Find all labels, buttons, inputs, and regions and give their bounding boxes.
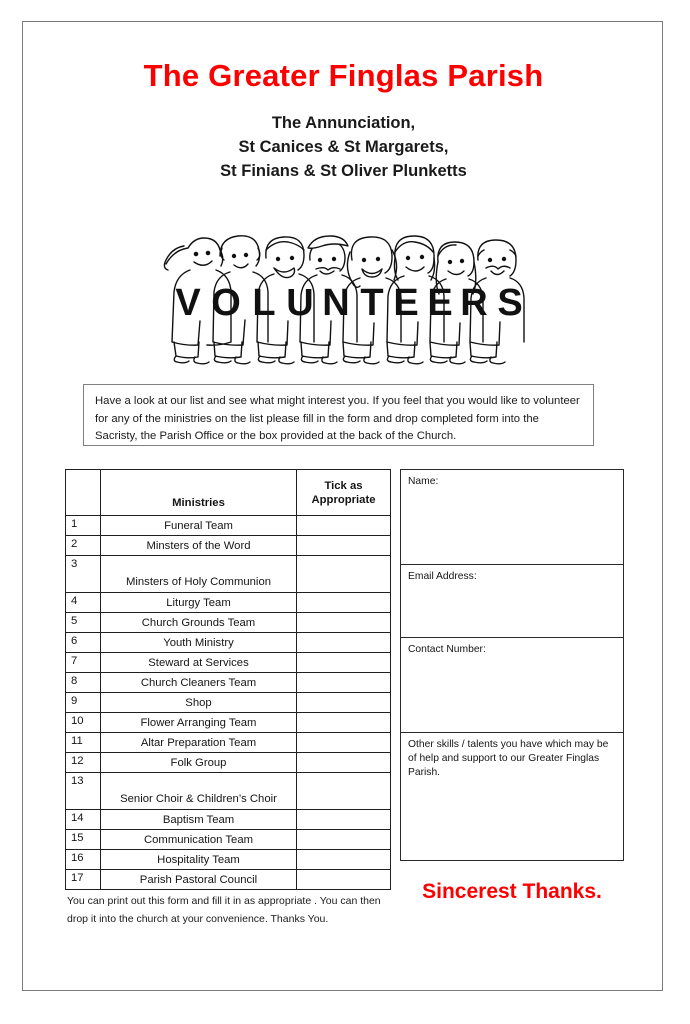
ministry-name: Minsters of Holy Communion (101, 556, 297, 593)
instructions-box: Have a look at our list and see what might interest you. If you feel that you would like to volunteer for any of the ministries on the list please fill in the form and drop completed form into the Sacristy, the Parish Office or the box provided at the back of the Church. (83, 384, 594, 446)
parish-line-3: St Finians & St Oliver Plunketts (220, 162, 467, 180)
page-title: The Greater Finglas Parish (143, 58, 544, 93)
header-number (66, 470, 101, 516)
volunteer-details-form (400, 469, 624, 861)
footer-note: You can print out this form and fill it in as appropriate . You can then drop it into the church at your convenience. Thanks You. (67, 895, 381, 925)
table-row (66, 870, 391, 890)
row-number: 2 (66, 536, 101, 556)
row-number: 10 (66, 713, 101, 733)
svg-text:U: U (286, 282, 314, 324)
row-number: 3 (66, 556, 101, 593)
row-number: 16 (66, 850, 101, 870)
volunteers-cartoon-image (154, 212, 539, 370)
tick-checkbox-cell[interactable] (297, 850, 391, 870)
row-number: 5 (66, 613, 101, 633)
ministry-name: Altar Preparation Team (101, 733, 297, 753)
table-row (66, 613, 391, 633)
header-ministries: Ministries (101, 470, 297, 516)
table-row (66, 593, 391, 613)
row-number: 12 (66, 753, 101, 773)
table-header-row (66, 470, 391, 516)
parish-subtitle-list (23, 111, 664, 183)
svg-text:R: R (460, 282, 488, 324)
tick-checkbox-cell[interactable] (297, 773, 391, 810)
other-skills-field[interactable] (401, 733, 623, 859)
ministry-name: Senior Choir & Children’s Choir (101, 773, 297, 810)
tick-checkbox-cell[interactable] (297, 653, 391, 673)
tick-checkbox-cell[interactable] (297, 810, 391, 830)
table-row (66, 556, 391, 593)
tick-checkbox-cell[interactable] (297, 870, 391, 890)
svg-text:E: E (427, 282, 453, 324)
ministry-name: Hospitality Team (101, 850, 297, 870)
ministry-name: Funeral Team (101, 516, 297, 536)
contact-number-label: Contact Number: (408, 644, 486, 655)
other-skills-label: Other skills / talents you have which may be of help and support to our Greater Finglas Parish. (408, 739, 609, 778)
svg-text:T: T (360, 282, 384, 324)
email-label: Email Address: (408, 571, 477, 582)
row-number: 13 (66, 773, 101, 810)
table-row (66, 536, 391, 556)
ministry-name: Shop (101, 693, 297, 713)
ministry-name: Communication Team (101, 830, 297, 850)
ministry-name: Church Cleaners Team (101, 673, 297, 693)
tick-checkbox-cell[interactable] (297, 830, 391, 850)
ministry-name: Minsters of the Word (101, 536, 297, 556)
table-row (66, 753, 391, 773)
table-row (66, 773, 391, 810)
name-field[interactable] (401, 470, 623, 565)
svg-text:V: V (175, 282, 201, 324)
closing-thanks: Sincerest Thanks. (422, 880, 602, 903)
svg-text:N: N (322, 282, 350, 324)
tick-checkbox-cell[interactable] (297, 516, 391, 536)
header-tick-line-2: Appropriate (311, 493, 376, 506)
header-tick-as-appropriate (297, 470, 391, 516)
parish-line-1: The Annunciation, (271, 114, 416, 132)
svg-text:E: E (393, 282, 419, 324)
svg-text:O: O (211, 282, 241, 324)
tick-checkbox-cell[interactable] (297, 693, 391, 713)
header-tick-line-1: Tick as (324, 479, 363, 492)
tick-checkbox-cell[interactable] (297, 536, 391, 556)
tick-checkbox-cell[interactable] (297, 593, 391, 613)
svg-text:L: L (252, 282, 276, 324)
ministry-name: Liturgy Team (101, 593, 297, 613)
table-row (66, 713, 391, 733)
table-body (66, 516, 391, 890)
table-row (66, 653, 391, 673)
table-row (66, 830, 391, 850)
row-number: 11 (66, 733, 101, 753)
ministry-name: Baptism Team (101, 810, 297, 830)
table-header (66, 470, 391, 516)
row-number: 17 (66, 870, 101, 890)
ministry-name: Flower Arranging Team (101, 713, 297, 733)
tick-checkbox-cell[interactable] (297, 633, 391, 653)
name-label: Name: (408, 476, 439, 487)
row-number: 9 (66, 693, 101, 713)
email-field[interactable] (401, 565, 623, 638)
tick-checkbox-cell[interactable] (297, 713, 391, 733)
ministry-name: Youth Ministry (101, 633, 297, 653)
parish-line-2: St Canices & St Margarets, (238, 138, 449, 156)
tick-checkbox-cell[interactable] (297, 613, 391, 633)
table-row (66, 733, 391, 753)
row-number: 4 (66, 593, 101, 613)
ministries-table (65, 469, 391, 890)
tick-checkbox-cell[interactable] (297, 753, 391, 773)
table-row (66, 516, 391, 536)
contact-number-field[interactable] (401, 638, 623, 733)
tick-checkbox-cell[interactable] (297, 733, 391, 753)
svg-text:S: S (497, 282, 523, 324)
page-frame (22, 21, 663, 991)
row-number: 7 (66, 653, 101, 673)
row-number: 1 (66, 516, 101, 536)
ministry-name: Folk Group (101, 753, 297, 773)
ministry-name: Church Grounds Team (101, 613, 297, 633)
ministry-name: Parish Pastoral Council (101, 870, 297, 890)
table-row (66, 633, 391, 653)
table-row (66, 850, 391, 870)
table-row (66, 693, 391, 713)
tick-checkbox-cell[interactable] (297, 673, 391, 693)
row-number: 8 (66, 673, 101, 693)
table-row (66, 810, 391, 830)
row-number: 14 (66, 810, 101, 830)
row-number: 6 (66, 633, 101, 653)
ministry-name: Steward at Services (101, 653, 297, 673)
tick-checkbox-cell[interactable] (297, 556, 391, 593)
table-row (66, 673, 391, 693)
row-number: 15 (66, 830, 101, 850)
